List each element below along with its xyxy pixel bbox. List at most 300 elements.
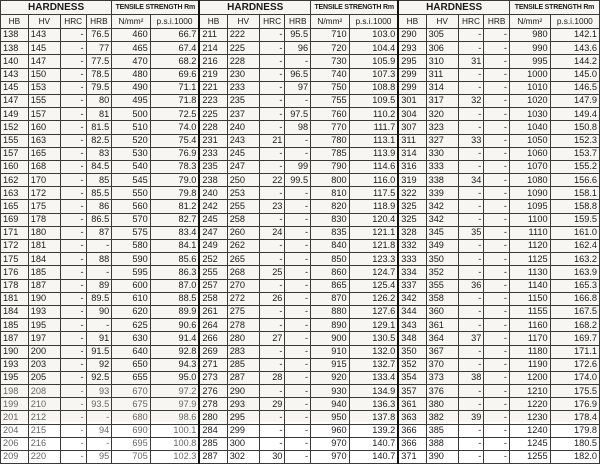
table-row — [1, 42, 600, 55]
cell-hb-2: 231 — [199, 134, 227, 147]
cell-nmm2-2: 850 — [311, 253, 350, 266]
col-hv-2: HV — [227, 15, 259, 29]
cell-hb-3: 337 — [398, 279, 426, 292]
table-row — [1, 319, 600, 332]
cell-psi-2: 127.6 — [349, 305, 398, 318]
cell-hrc-1: - — [60, 213, 86, 226]
cell-nmm2-3: 1095 — [509, 200, 550, 213]
cell-hrb-3: - — [484, 371, 510, 384]
cell-hrc-1: - — [60, 134, 86, 147]
cell-hv-3: 373 — [426, 371, 458, 384]
cell-hb-2: 247 — [199, 226, 227, 239]
cell-hb-2: 221 — [199, 81, 227, 94]
cell-hv-1: 157 — [28, 108, 60, 121]
cell-hv-2: 237 — [227, 108, 259, 121]
cell-hrb-3: - — [484, 160, 510, 173]
cell-hrb-1: 84.5 — [86, 160, 112, 173]
cell-hrc-3: - — [458, 147, 484, 160]
cell-hv-3: 350 — [426, 253, 458, 266]
cell-nmm2-2: 820 — [311, 200, 350, 213]
cell-hrb-1: 93 — [86, 385, 112, 398]
table-row — [1, 332, 600, 345]
table-row — [1, 411, 600, 424]
cell-psi-3: 175.5 — [550, 385, 599, 398]
cell-nmm2-2: 865 — [311, 279, 350, 292]
cell-psi-2: 139.2 — [349, 424, 398, 437]
cell-psi-3: 147.9 — [550, 94, 599, 107]
cell-hrb-1: 79.5 — [86, 81, 112, 94]
cell-hrb-1: - — [86, 266, 112, 279]
cell-hrb-3: - — [484, 187, 510, 200]
cell-hv-3: 349 — [426, 240, 458, 253]
cell-hv-2: 287 — [227, 371, 259, 384]
cell-hrb-1: 94 — [86, 424, 112, 437]
cell-hv-2: 258 — [227, 213, 259, 226]
cell-hv-1: 190 — [28, 292, 60, 305]
cell-hrc-3: - — [458, 253, 484, 266]
cell-hrc-3: - — [458, 398, 484, 411]
cell-hv-2: 235 — [227, 94, 259, 107]
cell-hrb-2: - — [285, 200, 311, 213]
cell-hrb-3: - — [484, 226, 510, 239]
cell-psi-3: 179.8 — [550, 424, 599, 437]
cell-hrc-2: - — [259, 68, 285, 81]
cell-hrc-1: - — [60, 187, 86, 200]
cell-hv-1: 170 — [28, 174, 60, 187]
cell-hrc-1: - — [60, 108, 86, 121]
cell-psi-2: 125.4 — [349, 279, 398, 292]
cell-hb-1: 190 — [1, 345, 29, 358]
cell-hrc-3: - — [458, 345, 484, 358]
cell-nmm2-3: 1240 — [509, 424, 550, 437]
cell-hrb-3: - — [484, 147, 510, 160]
cell-hrb-2: - — [285, 187, 311, 200]
table-row — [1, 121, 600, 134]
cell-hrc-3: 32 — [458, 94, 484, 107]
cell-psi-2: 118.9 — [349, 200, 398, 213]
cell-hrc-1: - — [60, 160, 86, 173]
cell-nmm2-2: 910 — [311, 345, 350, 358]
cell-hb-1: 178 — [1, 279, 29, 292]
cell-hb-1: 165 — [1, 200, 29, 213]
cell-hrc-1: - — [60, 411, 86, 424]
cell-hb-3: 316 — [398, 160, 426, 173]
cell-hrc-3: - — [458, 200, 484, 213]
cell-hv-2: 265 — [227, 253, 259, 266]
table-row — [1, 108, 600, 121]
cell-nmm2-3: 995 — [509, 55, 550, 68]
cell-hrb-3: - — [484, 424, 510, 437]
cell-hrc-2: - — [259, 279, 285, 292]
cell-hrb-3: - — [484, 108, 510, 121]
cell-psi-1: 81.2 — [150, 200, 199, 213]
cell-hb-3: 325 — [398, 213, 426, 226]
table-row — [1, 187, 600, 200]
cell-hb-2: 219 — [199, 68, 227, 81]
cell-hv-2: 295 — [227, 411, 259, 424]
cell-hb-1: 171 — [1, 226, 29, 239]
table-row — [1, 68, 600, 81]
cell-nmm2-3: 990 — [509, 42, 550, 55]
col-psi-3: p.s.i.1000 — [550, 15, 599, 29]
cell-hrb-3: - — [484, 68, 510, 81]
cell-hb-1: 147 — [1, 94, 29, 107]
cell-hb-2: 216 — [199, 55, 227, 68]
cell-nmm2-2: 950 — [311, 411, 350, 424]
cell-hrc-3: - — [458, 266, 484, 279]
cell-hrb-3: - — [484, 398, 510, 411]
cell-nmm2-2: 740 — [311, 68, 350, 81]
cell-hrc-3: 33 — [458, 134, 484, 147]
cell-hrc-3: - — [458, 424, 484, 437]
cell-nmm2-3: 1210 — [509, 385, 550, 398]
cell-psi-2: 108.8 — [349, 81, 398, 94]
table-row — [1, 213, 600, 226]
cell-hb-2: 278 — [199, 398, 227, 411]
cell-nmm2-3: 1060 — [509, 147, 550, 160]
cell-hrb-3: - — [484, 94, 510, 107]
cell-hb-1: 193 — [1, 358, 29, 371]
cell-psi-1: 71.1 — [150, 81, 199, 94]
cell-hrc-2: - — [259, 42, 285, 55]
cell-nmm2-1: 560 — [112, 200, 151, 213]
cell-hv-3: 360 — [426, 305, 458, 318]
cell-hv-3: 390 — [426, 451, 458, 464]
cell-hv-1: 180 — [28, 226, 60, 239]
cell-hb-2: 228 — [199, 121, 227, 134]
cell-hrb-2: - — [285, 305, 311, 318]
col-hv-1: HV — [28, 15, 60, 29]
cell-psi-1: 79.0 — [150, 174, 199, 187]
cell-hb-3: 333 — [398, 253, 426, 266]
cell-hv-2: 230 — [227, 68, 259, 81]
cell-hb-3: 325 — [398, 200, 426, 213]
cell-psi-1: 90.6 — [150, 319, 199, 332]
cell-hb-3: 311 — [398, 134, 426, 147]
cell-nmm2-1: 470 — [112, 55, 151, 68]
cell-psi-1: 91.4 — [150, 332, 199, 345]
cell-nmm2-3: 1155 — [509, 305, 550, 318]
cell-nmm2-2: 860 — [311, 266, 350, 279]
cell-nmm2-1: 610 — [112, 292, 151, 305]
cell-hrc-1: - — [60, 94, 86, 107]
cell-nmm2-3: 1160 — [509, 319, 550, 332]
cell-hrb-2: 97 — [285, 81, 311, 94]
cell-hv-1: 216 — [28, 437, 60, 450]
cell-hb-2: 285 — [199, 437, 227, 450]
cell-hrb-3: - — [484, 358, 510, 371]
table-row — [1, 200, 600, 213]
cell-hv-2: 245 — [227, 147, 259, 160]
table-row — [1, 398, 600, 411]
cell-psi-1: 88.5 — [150, 292, 199, 305]
cell-hrb-1: 90 — [86, 305, 112, 318]
cell-hb-1: 138 — [1, 42, 29, 55]
cell-hrc-2: - — [259, 411, 285, 424]
cell-hv-3: 364 — [426, 332, 458, 345]
cell-hb-3: 357 — [398, 385, 426, 398]
cell-hv-2: 233 — [227, 81, 259, 94]
cell-psi-1: 100.8 — [150, 437, 199, 450]
cell-psi-2: 140.7 — [349, 451, 398, 464]
cell-hb-2: 214 — [199, 42, 227, 55]
col-hrc-1: HRC — [60, 15, 86, 29]
col-psi-2: p.s.i.1000 — [349, 15, 398, 29]
table-row — [1, 279, 600, 292]
cell-hrb-1: 89.5 — [86, 292, 112, 305]
cell-hrb-1: 82.5 — [86, 134, 112, 147]
table-row — [1, 226, 600, 239]
cell-hrc-3: - — [458, 81, 484, 94]
cell-hrb-3: - — [484, 279, 510, 292]
cell-psi-3: 145.0 — [550, 68, 599, 81]
cell-hb-3: 290 — [398, 29, 426, 42]
cell-hrc-3: 37 — [458, 332, 484, 345]
cell-nmm2-1: 490 — [112, 81, 151, 94]
cell-psi-2: 116.0 — [349, 174, 398, 187]
col-hb-3: HB — [398, 15, 426, 29]
cell-psi-1: 87.0 — [150, 279, 199, 292]
cell-hrc-2: - — [259, 345, 285, 358]
table-row — [1, 424, 600, 437]
cell-hv-1: 150 — [28, 68, 60, 81]
cell-hv-1: 197 — [28, 332, 60, 345]
col-hrb-3: HRB — [484, 15, 510, 29]
cell-hrc-2: - — [259, 240, 285, 253]
cell-nmm2-1: 620 — [112, 305, 151, 318]
cell-hrc-3: - — [458, 42, 484, 55]
cell-hb-3: 314 — [398, 147, 426, 160]
cell-hrb-1: 83 — [86, 147, 112, 160]
cell-hb-1: 176 — [1, 266, 29, 279]
cell-nmm2-2: 940 — [311, 398, 350, 411]
col-hb-2: HB — [199, 15, 227, 29]
cell-nmm2-3: 1020 — [509, 94, 550, 107]
cell-hrc-3: - — [458, 160, 484, 173]
cell-hrc-1: - — [60, 358, 86, 371]
cell-psi-3: 180.5 — [550, 437, 599, 450]
cell-nmm2-2: 730 — [311, 55, 350, 68]
cell-psi-2: 103.0 — [349, 29, 398, 42]
cell-psi-3: 163.2 — [550, 253, 599, 266]
cell-nmm2-1: 500 — [112, 108, 151, 121]
cell-psi-3: 150.8 — [550, 121, 599, 134]
table-row — [1, 437, 600, 450]
cell-hv-3: 306 — [426, 42, 458, 55]
cell-nmm2-2: 830 — [311, 213, 350, 226]
cell-hrc-3: 39 — [458, 411, 484, 424]
cell-psi-1: 78.3 — [150, 160, 199, 173]
cell-hb-3: 322 — [398, 187, 426, 200]
cell-psi-2: 123.3 — [349, 253, 398, 266]
cell-psi-1: 102.3 — [150, 451, 199, 464]
cell-hrb-2: - — [285, 292, 311, 305]
cell-hv-2: 285 — [227, 358, 259, 371]
cell-hv-1: 163 — [28, 134, 60, 147]
cell-hv-3: 333 — [426, 160, 458, 173]
cell-hb-2: 223 — [199, 94, 227, 107]
cell-hrc-3: - — [458, 305, 484, 318]
cell-hb-2: 225 — [199, 108, 227, 121]
cell-nmm2-1: 580 — [112, 240, 151, 253]
cell-hv-1: 172 — [28, 187, 60, 200]
cell-hv-2: 253 — [227, 187, 259, 200]
cell-hb-2: 264 — [199, 319, 227, 332]
cell-hrc-2: - — [259, 358, 285, 371]
cell-psi-1: 76.9 — [150, 147, 199, 160]
cell-hv-1: 168 — [28, 160, 60, 173]
cell-psi-3: 182.0 — [550, 451, 599, 464]
cell-psi-1: 97.9 — [150, 398, 199, 411]
cell-hb-2: 257 — [199, 279, 227, 292]
col-hb-1: HB — [1, 15, 29, 29]
cell-nmm2-3: 1150 — [509, 292, 550, 305]
cell-hrc-1: - — [60, 292, 86, 305]
cell-hv-1: 200 — [28, 345, 60, 358]
cell-hrb-1: - — [86, 411, 112, 424]
cell-hrb-3: - — [484, 451, 510, 464]
cell-hv-2: 299 — [227, 424, 259, 437]
cell-hrb-3: - — [484, 292, 510, 305]
cell-hrc-1: - — [60, 345, 86, 358]
cell-hrb-3: - — [484, 253, 510, 266]
cell-nmm2-3: 1220 — [509, 398, 550, 411]
cell-hv-3: 367 — [426, 345, 458, 358]
cell-hv-1: 184 — [28, 253, 60, 266]
cell-hv-2: 268 — [227, 266, 259, 279]
cell-psi-3: 172.6 — [550, 358, 599, 371]
cell-hrb-2: - — [285, 332, 311, 345]
cell-nmm2-2: 970 — [311, 451, 350, 464]
cell-hrc-2: - — [259, 385, 285, 398]
cell-psi-1: 86.3 — [150, 266, 199, 279]
cell-hb-2: 258 — [199, 292, 227, 305]
table-row — [1, 371, 600, 384]
table-row — [1, 174, 600, 187]
cell-hv-3: 311 — [426, 68, 458, 81]
cell-hv-1: 185 — [28, 266, 60, 279]
cell-nmm2-2: 750 — [311, 81, 350, 94]
cell-hv-2: 272 — [227, 292, 259, 305]
cell-hrc-2: 30 — [259, 451, 285, 464]
cell-hrc-3: - — [458, 187, 484, 200]
cell-nmm2-1: 675 — [112, 398, 151, 411]
cell-hrc-1: - — [60, 319, 86, 332]
cell-nmm2-2: 880 — [311, 305, 350, 318]
table-row — [1, 94, 600, 107]
cell-hb-2: 255 — [199, 266, 227, 279]
cell-psi-3: 153.7 — [550, 147, 599, 160]
cell-hv-3: 345 — [426, 226, 458, 239]
cell-hrc-2: - — [259, 253, 285, 266]
cell-hrc-3: - — [458, 319, 484, 332]
cell-nmm2-1: 705 — [112, 451, 151, 464]
cell-hrb-3: - — [484, 411, 510, 424]
cell-psi-2: 133.4 — [349, 371, 398, 384]
cell-hrb-2: - — [285, 134, 311, 147]
cell-hrb-1: 89 — [86, 279, 112, 292]
cell-nmm2-3: 1050 — [509, 134, 550, 147]
cell-hrb-1: 86 — [86, 200, 112, 213]
cell-hrb-1: 76.5 — [86, 29, 112, 42]
cell-hrc-1: - — [60, 174, 86, 187]
cell-hrc-1: - — [60, 55, 86, 68]
cell-hb-1: 140 — [1, 55, 29, 68]
cell-psi-3: 171.1 — [550, 345, 599, 358]
cell-psi-3: 152.3 — [550, 134, 599, 147]
cell-hv-1: 193 — [28, 305, 60, 318]
cell-hrb-1: 92 — [86, 358, 112, 371]
cell-nmm2-1: 520 — [112, 134, 151, 147]
cell-hb-3: 307 — [398, 121, 426, 134]
cell-nmm2-1: 575 — [112, 226, 151, 239]
cell-hrb-3: - — [484, 42, 510, 55]
hardness-header-2: HARDNESS — [199, 1, 310, 15]
cell-psi-1: 95.0 — [150, 371, 199, 384]
cell-hv-3: 330 — [426, 147, 458, 160]
cell-hv-3: 310 — [426, 55, 458, 68]
cell-hrc-2: - — [259, 55, 285, 68]
cell-nmm2-3: 1200 — [509, 371, 550, 384]
cell-hrc-1: - — [60, 437, 86, 450]
cell-hrb-1: 88 — [86, 253, 112, 266]
cell-hrc-2: 21 — [259, 134, 285, 147]
cell-psi-3: 156.6 — [550, 174, 599, 187]
cell-hrb-2: 98 — [285, 121, 311, 134]
cell-hv-3: 361 — [426, 319, 458, 332]
cell-hv-3: 317 — [426, 94, 458, 107]
cell-hrc-2: 26 — [259, 292, 285, 305]
cell-hv-1: 203 — [28, 358, 60, 371]
cell-nmm2-1: 510 — [112, 121, 151, 134]
cell-hb-1: 187 — [1, 332, 29, 345]
cell-nmm2-3: 1255 — [509, 451, 550, 464]
cell-nmm2-3: 1140 — [509, 279, 550, 292]
cell-psi-2: 105.9 — [349, 55, 398, 68]
cell-hrb-2: - — [285, 371, 311, 384]
cell-psi-3: 168.2 — [550, 319, 599, 332]
cell-psi-2: 109.5 — [349, 94, 398, 107]
cell-hrb-1: 91.5 — [86, 345, 112, 358]
cell-hrb-1: 92.5 — [86, 371, 112, 384]
cell-hrb-3: - — [484, 29, 510, 42]
cell-hrc-1: - — [60, 371, 86, 384]
cell-nmm2-2: 790 — [311, 160, 350, 173]
col-hrb-2: HRB — [285, 15, 311, 29]
cell-hv-2: 290 — [227, 385, 259, 398]
cell-hv-3: 320 — [426, 108, 458, 121]
col-hrc-3: HRC — [458, 15, 484, 29]
cell-nmm2-3: 1170 — [509, 332, 550, 345]
table-row — [1, 81, 600, 94]
tensile-header-1: TENSILE STRENGTH Rm — [112, 1, 200, 15]
table-row — [1, 29, 600, 42]
cell-hb-1: 172 — [1, 240, 29, 253]
cell-psi-3: 146.5 — [550, 81, 599, 94]
cell-hb-1: 155 — [1, 134, 29, 147]
cell-psi-1: 72.5 — [150, 108, 199, 121]
cell-hv-3: 352 — [426, 266, 458, 279]
cell-hb-3: 352 — [398, 358, 426, 371]
cell-psi-3: 144.2 — [550, 55, 599, 68]
cell-hrc-1: - — [60, 121, 86, 134]
cell-hrb-3: - — [484, 55, 510, 68]
cell-hrc-3: 38 — [458, 371, 484, 384]
cell-psi-2: 117.5 — [349, 187, 398, 200]
cell-nmm2-3: 1190 — [509, 358, 550, 371]
cell-hrc-3: - — [458, 451, 484, 464]
cell-hrb-1: 85 — [86, 174, 112, 187]
